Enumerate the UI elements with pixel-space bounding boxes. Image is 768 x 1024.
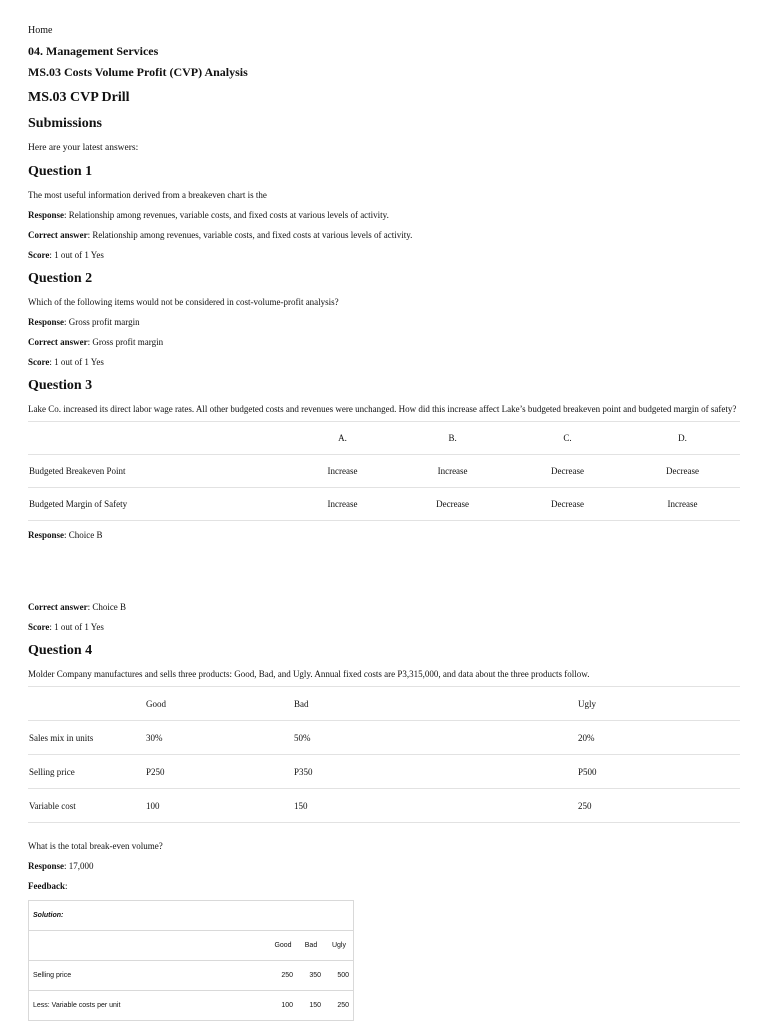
question-3-title: Question 3 bbox=[28, 378, 93, 393]
table-cell: P500 bbox=[577, 755, 740, 789]
question-2-score bbox=[28, 357, 742, 368]
solution-title-row bbox=[29, 901, 354, 931]
submissions-heading: Submissions bbox=[28, 116, 102, 131]
table-cell: P250 bbox=[145, 755, 293, 789]
table-cell: Decrease bbox=[510, 455, 625, 488]
question-3-correct bbox=[28, 602, 742, 613]
question-1-text: The most useful information derived from a breakeven chart is the bbox=[28, 190, 267, 200]
response-value: : Choice B bbox=[64, 530, 103, 540]
table-cell: Increase bbox=[290, 488, 395, 521]
feedback-suffix: : bbox=[65, 881, 68, 891]
table-cell: 30% bbox=[145, 721, 293, 755]
question-1-title: Question 1 bbox=[28, 164, 93, 179]
feedback-label: Feedback bbox=[28, 881, 65, 891]
table-cell: 20% bbox=[577, 721, 740, 755]
table-cell: 250 bbox=[325, 991, 354, 1021]
table-cell bbox=[29, 931, 270, 961]
response-value: : Gross profit margin bbox=[64, 317, 140, 327]
table-row bbox=[28, 789, 740, 823]
intro-text: Here are your latest answers: bbox=[28, 143, 139, 153]
table-cell: 150 bbox=[297, 991, 325, 1021]
table-cell: 500 bbox=[325, 961, 354, 991]
response-label: Response bbox=[28, 530, 65, 540]
question-3-table bbox=[28, 421, 740, 521]
score-label: Score bbox=[28, 622, 50, 632]
table-cell: 350 bbox=[297, 961, 325, 991]
table-cell: Selling price bbox=[29, 961, 270, 991]
score-label: Score bbox=[28, 357, 50, 367]
table-cell: Ugly bbox=[577, 687, 740, 721]
table-cell: Decrease bbox=[510, 488, 625, 521]
question-4-text: Molder Company manufactures and sells three products: Good, Bad, and Ugly. Annual fixed costs are P3,315,000, and data about the three products follow. bbox=[28, 669, 590, 679]
table-cell: 100 bbox=[145, 789, 293, 823]
table-cell: Sales mix in units bbox=[28, 721, 145, 755]
score-value: : 1 out of 1 Yes bbox=[49, 622, 104, 632]
question-4-feedback bbox=[28, 881, 742, 892]
question-4-table bbox=[28, 686, 740, 823]
table-cell: Selling price bbox=[28, 755, 145, 789]
response-value: : 17,000 bbox=[64, 861, 94, 871]
breadcrumb-home-link[interactable]: Home bbox=[28, 25, 53, 36]
question-1-score bbox=[28, 250, 742, 261]
table-row bbox=[28, 488, 740, 521]
question-4-response bbox=[28, 861, 742, 872]
question-2-title: Question 2 bbox=[28, 271, 93, 286]
question-4-prompt: What is the total break-even volume? bbox=[28, 841, 163, 851]
response-label: Response bbox=[28, 861, 65, 871]
table-cell: Decrease bbox=[395, 488, 510, 521]
page-content bbox=[28, 24, 742, 1021]
table-cell: Budgeted Breakeven Point bbox=[28, 455, 290, 488]
table-cell: Variable cost bbox=[28, 789, 145, 823]
table-cell: Less: Variable costs per unit bbox=[29, 991, 270, 1021]
table-cell: Good bbox=[269, 931, 297, 961]
table-cell: Bad bbox=[297, 931, 325, 961]
table-header-row bbox=[28, 422, 740, 455]
table-cell bbox=[28, 687, 145, 721]
solution-title: Solution: bbox=[33, 912, 64, 919]
score-label: Score bbox=[28, 250, 50, 260]
question-2-text: Which of the following items would not be considered in cost-volume-profit analysis? bbox=[28, 297, 339, 307]
table-row bbox=[28, 755, 740, 789]
table-cell: P350 bbox=[293, 755, 577, 789]
question-3-score bbox=[28, 622, 742, 633]
score-value: : 1 out of 1 Yes bbox=[49, 250, 104, 260]
table-cell: B. bbox=[395, 422, 510, 455]
spacer bbox=[28, 541, 742, 593]
table-header-row bbox=[28, 687, 740, 721]
table-cell: Decrease bbox=[625, 455, 740, 488]
table-cell: Budgeted Margin of Safety bbox=[28, 488, 290, 521]
table-row bbox=[28, 721, 740, 755]
response-label: Response bbox=[28, 210, 65, 220]
solution-table bbox=[28, 900, 354, 1021]
table-cell: Increase bbox=[395, 455, 510, 488]
response-label: Response bbox=[28, 317, 65, 327]
correct-value: : Relationship among revenues, variable costs, and fixed costs at various levels of activity. bbox=[87, 230, 413, 240]
table-row bbox=[29, 991, 354, 1021]
table-cell: 50% bbox=[293, 721, 577, 755]
table-cell: C. bbox=[510, 422, 625, 455]
question-2-correct bbox=[28, 337, 742, 348]
page-title: MS.03 CVP Drill bbox=[28, 90, 130, 105]
correct-label: Correct answer bbox=[28, 230, 88, 240]
correct-value: : Gross profit margin bbox=[87, 337, 164, 347]
table-cell: 100 bbox=[269, 991, 297, 1021]
question-1-response bbox=[28, 210, 742, 221]
question-4-title: Question 4 bbox=[28, 643, 93, 658]
question-2-response bbox=[28, 317, 742, 328]
correct-label: Correct answer bbox=[28, 602, 88, 612]
correct-label: Correct answer bbox=[28, 337, 88, 347]
response-value: : Relationship among revenues, variable costs, and fixed costs at various levels of activity. bbox=[64, 210, 389, 220]
table-cell: 150 bbox=[293, 789, 577, 823]
table-cell: A. bbox=[290, 422, 395, 455]
table-cell bbox=[28, 422, 290, 455]
question-3-response bbox=[28, 530, 742, 541]
table-cell: Good bbox=[145, 687, 293, 721]
table-cell: 250 bbox=[577, 789, 740, 823]
question-3-text: Lake Co. increased its direct labor wage rates. All other budgeted costs and revenues were unchanged. How did this increase affect Lake’s budgeted breakeven point and budgeted margin of safety? bbox=[28, 404, 737, 414]
table-cell: D. bbox=[625, 422, 740, 455]
table-cell: Ugly bbox=[325, 931, 354, 961]
table-row bbox=[28, 455, 740, 488]
table-header-row bbox=[29, 931, 354, 961]
table-cell: Increase bbox=[625, 488, 740, 521]
table-row bbox=[29, 961, 354, 991]
correct-value: : Choice B bbox=[87, 602, 127, 612]
breadcrumb-topic[interactable]: MS.03 Costs Volume Profit (CVP) Analysis bbox=[28, 65, 248, 79]
question-1-correct bbox=[28, 230, 742, 241]
table-cell: Increase bbox=[290, 455, 395, 488]
breadcrumb-section[interactable]: 04. Management Services bbox=[28, 44, 159, 58]
table-cell: Bad bbox=[293, 687, 577, 721]
score-value: : 1 out of 1 Yes bbox=[49, 357, 104, 367]
table-cell: 250 bbox=[269, 961, 297, 991]
